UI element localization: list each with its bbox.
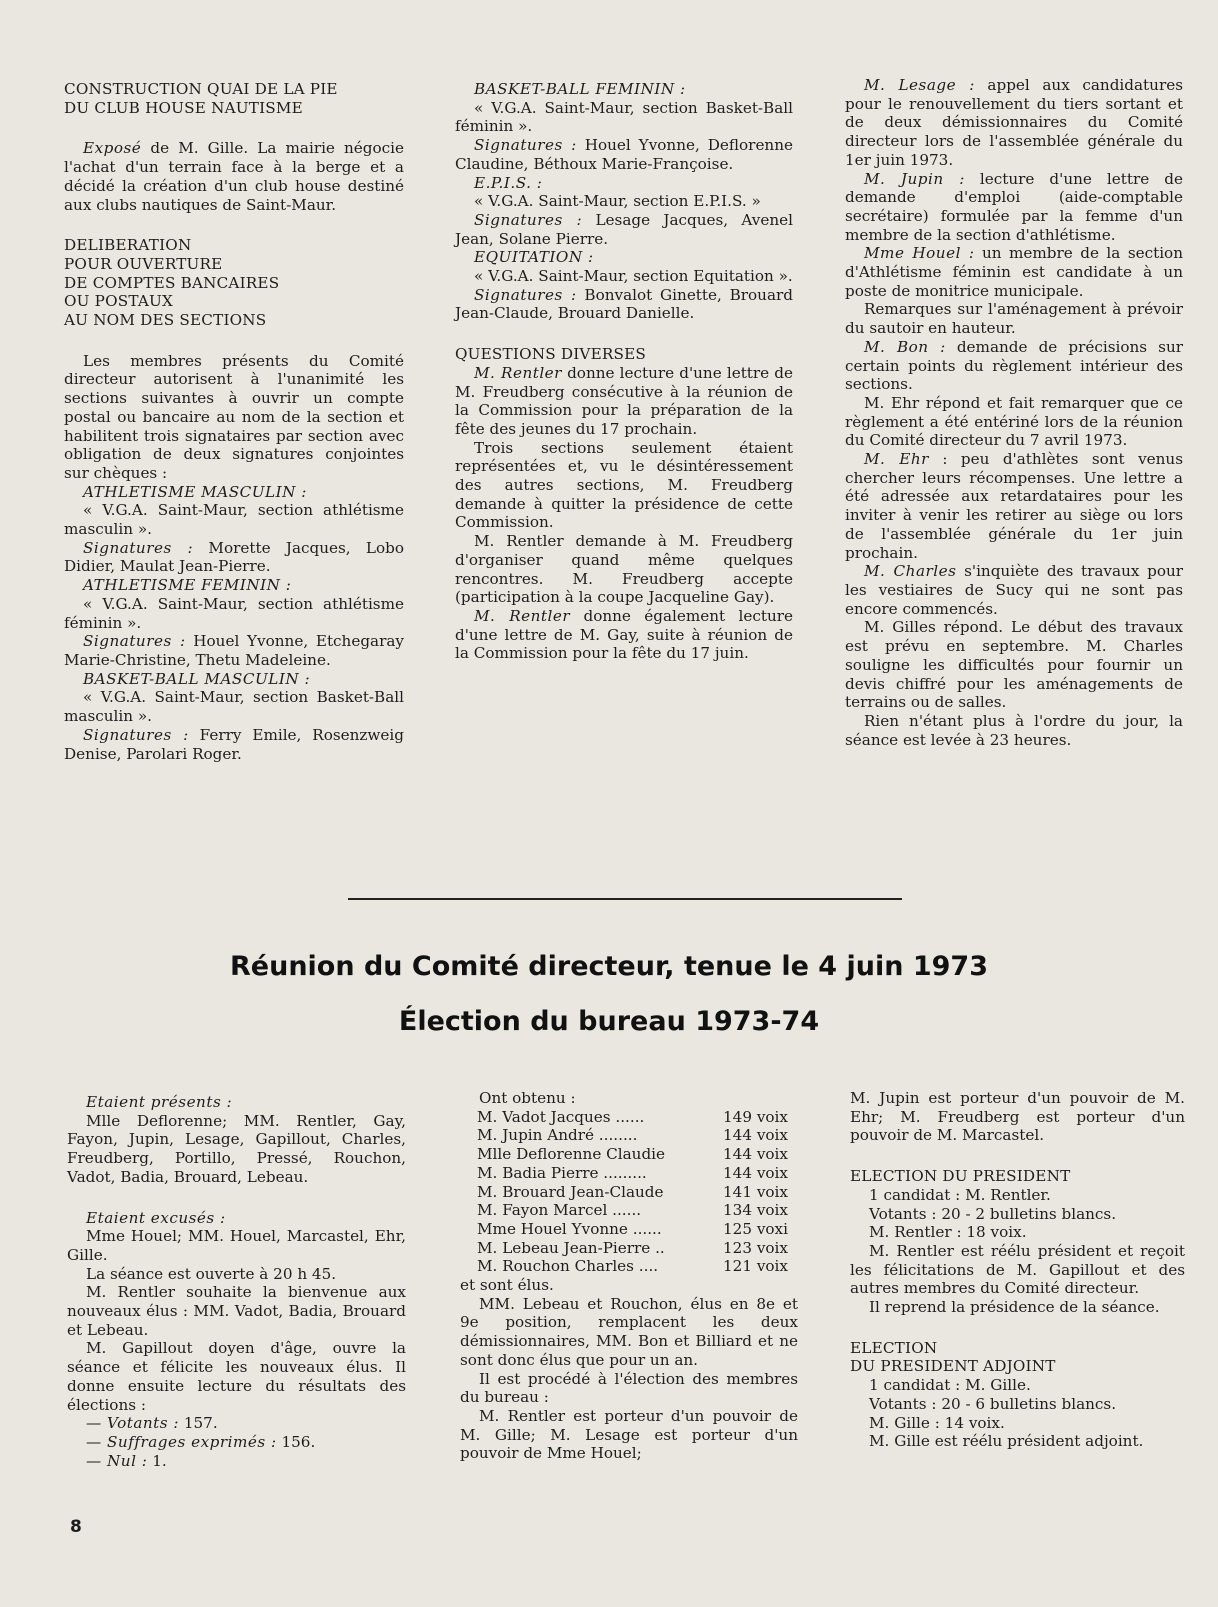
top-column-2 xyxy=(455,80,793,663)
paragraph xyxy=(67,1227,406,1264)
paragraph xyxy=(64,352,404,483)
speaker-name: Exposé xyxy=(83,139,142,158)
paragraph-text: Mme Houel; MM. Houel, Marcastel, Ehr, Gille. xyxy=(67,1227,406,1264)
bottom-column-3 xyxy=(850,1089,1185,1451)
paragraph xyxy=(67,1265,406,1284)
paragraph xyxy=(64,139,404,214)
candidate-name: M. Fayon Marcel ...... xyxy=(477,1201,642,1220)
paragraph-text: M. Rentler est réélu président et reçoit les félicitations de M. Gapillout et des autres membres du Comité directeur. xyxy=(850,1241,1185,1298)
vote-count: 125 voxi xyxy=(723,1219,788,1238)
result-line xyxy=(67,1452,406,1471)
candidate-name: M. Vadot Jacques ...... xyxy=(477,1107,645,1126)
paragraph-text: M. Rentler : 18 voix. xyxy=(869,1223,1027,1242)
section-label: Etaient excusés : xyxy=(86,1208,226,1227)
paragraph-text: Mlle Deflorenne; MM. Rentler, Gay, Fayon, Jupin, Lesage, Gapillout, Charles, Freudberg, Portillo, Pressé, Rouchon, Vadot, Badia, Brouard, Lebeau. xyxy=(67,1111,406,1186)
paragraph-text: M. Gapillout doyen d'âge, ouvre la séance et félicite les nouveaux élus. Il donne ensuite lecture du résultats des élections : xyxy=(67,1339,406,1414)
paragraph-text: M. Rentler demande à M. Freudberg d'organiser quand même quelques rencontres. M. Freudberg accepte (participation à la coupe Jacqueline Gay). xyxy=(455,532,793,607)
result-line xyxy=(67,1414,406,1433)
paragraph xyxy=(850,1186,1185,1205)
bottom-column-2 xyxy=(460,1089,798,1463)
section-divider xyxy=(348,898,902,900)
paragraph xyxy=(845,244,1183,300)
paragraph xyxy=(455,364,793,439)
paragraph xyxy=(850,1242,1185,1298)
paragraph-text: M. Gille : 14 voix. xyxy=(869,1413,1005,1432)
paragraph-text: « V.G.A. Saint-Maur, section Basket-Ball féminin ». xyxy=(455,98,793,136)
paragraph-text: donne également lecture d'une lettre de M. Gay, suite à réunion de la Commission pour la fête du 17 juin. xyxy=(455,606,793,663)
speaker-name: M. Jupin : xyxy=(864,169,965,188)
signatures-line xyxy=(455,286,793,323)
paragraph xyxy=(455,192,793,211)
paragraph xyxy=(67,1283,406,1339)
signatures-names: Ferry Emile, Rosenzweig Denise, Parolari Roger. xyxy=(64,725,404,763)
heading-line: ELECTION DU PRESIDENT xyxy=(850,1167,1071,1186)
paragraph xyxy=(845,394,1183,450)
vote-row xyxy=(477,1145,788,1164)
paragraph-text: M. Jupin est porteur d'un pouvoir de M. Ehr; M. Freudberg est porteur d'un pouvoir de M. Marcastel. xyxy=(850,1089,1185,1145)
paragraph-text: donne lecture d'une lettre de M. Freudberg consécutive à la réunion de la Commission pour la préparation de la fête des jeunes du 17 prochain. xyxy=(455,363,793,438)
paragraph xyxy=(850,1376,1185,1395)
paragraph xyxy=(845,618,1183,712)
paragraph-text: Les membres présents du Comité directeur autorisent à l'unanimité les sections suivantes à ouvrir un compte postal ou bancaire au nom de la section et habilitent trois signataires par section avec obligation de deux signatures conjointes sur chèques : xyxy=(64,351,404,482)
paragraph-text: un membre de la section d'Athlétisme féminin est candidate à un poste de monitrice municipale. xyxy=(845,244,1183,300)
signatures-names: Morette Jacques, Lobo Didier, Maulat Jean-Pierre. xyxy=(64,538,404,576)
candidate-name: Mme Houel Yvonne ...... xyxy=(477,1219,662,1238)
vote-count: 144 voix xyxy=(723,1163,788,1182)
paragraph-text: M. Gille est réélu président adjoint. xyxy=(869,1432,1144,1451)
paragraph xyxy=(850,1089,1185,1145)
vote-count: 144 voix xyxy=(723,1145,788,1164)
paragraph-text: Remarques sur l'aménagement à prévoir du sautoir en hauteur. xyxy=(845,300,1183,338)
vote-row xyxy=(477,1257,788,1276)
paragraph xyxy=(460,1295,798,1370)
section-label: E.P.I.S. : xyxy=(474,173,543,192)
paragraph xyxy=(850,1298,1185,1317)
signatures-line xyxy=(455,136,793,173)
paragraph xyxy=(850,1205,1185,1224)
signatures-label: Signatures : xyxy=(83,632,186,651)
page-number: 8 xyxy=(70,1517,82,1537)
paragraph xyxy=(845,300,1183,337)
paragraph-text: 1 candidat : M. Rentler. xyxy=(869,1185,1051,1204)
paragraph xyxy=(67,1339,406,1414)
paragraph xyxy=(850,1223,1185,1242)
paragraph-text: de M. Gille. La mairie négocie l'achat d'un terrain face à la berge et a décidé la création d'un club house destiné aux clubs nautiques de Saint-Maur. xyxy=(64,139,404,214)
heading-line: DU CLUB HOUSE NAUTISME xyxy=(64,98,303,117)
speaker-name: Mme Houel : xyxy=(864,244,975,263)
candidate-name: M. Brouard Jean-Claude xyxy=(477,1182,664,1201)
paragraph-text: « V.G.A. Saint-Maur, section E.P.I.S. » xyxy=(474,192,761,211)
paragraph xyxy=(460,1370,798,1407)
speaker-name: M. Bon : xyxy=(864,337,946,356)
candidate-name: Mlle Deflorenne Claudie xyxy=(477,1145,666,1164)
paragraph xyxy=(455,439,793,533)
section-label: ATHLETISME MASCULIN : xyxy=(83,482,307,501)
paragraph-text: Il reprend la présidence de la séance. xyxy=(869,1298,1160,1317)
paragraph xyxy=(845,712,1183,749)
section-label: EQUITATION : xyxy=(474,248,594,267)
speaker-name: M. Charles xyxy=(864,562,957,581)
paragraph-text: Votants : 20 - 2 bulletins blancs. xyxy=(869,1204,1117,1223)
signatures-label: Signatures : xyxy=(83,538,194,557)
paragraph-text: M. Ehr répond et fait remarquer que ce règlement a été entériné lors de la réunion du Comité directeur du 7 avril 1973. xyxy=(845,393,1183,450)
paragraph xyxy=(455,99,793,136)
paragraph-text: M. Gilles répond. Le début des travaux est prévu en septembre. M. Charles souligne les difficultés pour fournir un devis chiffré pour les aménagements de terrains ou de salles. xyxy=(845,618,1183,712)
speaker-name: M. Rentler xyxy=(474,606,571,625)
vote-row xyxy=(477,1126,788,1145)
speaker-name: M. Rentler xyxy=(474,363,562,382)
vote-row xyxy=(477,1164,788,1183)
result-line xyxy=(67,1433,406,1452)
vote-row xyxy=(477,1220,788,1239)
vote-count: 134 voix xyxy=(723,1201,788,1220)
paragraph-text: demande de précisions sur certain points du règlement intérieur des sections. xyxy=(845,337,1183,394)
heading-line: POUR OUVERTURE xyxy=(64,254,223,273)
section-heading xyxy=(850,1167,1185,1186)
paragraph xyxy=(455,267,793,286)
paragraph-text: « V.G.A. Saint-Maur, section athlétisme féminin ». xyxy=(64,594,404,632)
heading-line: AU NOM DES SECTIONS xyxy=(64,311,267,330)
vote-row xyxy=(477,1108,788,1127)
signatures-line xyxy=(64,539,404,576)
heading-line: QUESTIONS DIVERSES xyxy=(455,345,647,364)
candidate-name: M. Badia Pierre ......... xyxy=(477,1163,647,1182)
vote-count: 144 voix xyxy=(723,1126,788,1145)
signatures-label: Signatures : xyxy=(83,725,189,744)
paragraph-text: Il est procédé à l'élection des membres du bureau : xyxy=(460,1369,798,1407)
signatures-line xyxy=(64,726,404,763)
paragraph-text: M. Rentler est porteur d'un pouvoir de M. Gille; M. Lesage est porteur d'un pouvoir de Mme Houel; xyxy=(460,1406,798,1463)
section-heading xyxy=(64,236,404,330)
paragraph-text: 1 candidat : M. Gille. xyxy=(869,1376,1031,1395)
vote-count: 121 voix xyxy=(723,1257,788,1276)
heading-line: OU POSTAUX xyxy=(64,292,174,311)
speaker-name: M. Lesage : xyxy=(864,76,975,94)
section-heading xyxy=(850,1339,1185,1376)
signatures-names: Bonvalot Ginette, Brouard Jean-Claude, Brouard Danielle. xyxy=(455,285,793,323)
result-value: 156. xyxy=(276,1432,316,1451)
paragraph-text: lecture d'une lettre de demande d'emploi (aide-comptable secrétaire) formulée par la femme d'un membre de la section d'athlétisme. xyxy=(845,169,1183,244)
result-value: 1. xyxy=(147,1451,167,1470)
paragraph-text: appel aux candidatures pour le renouvellement du tiers sortant et de deux démissionnaires du Comité directeur lors de l'assemblée générale du 1er juin 1973. xyxy=(845,76,1183,169)
bottom-column-1 xyxy=(67,1093,406,1470)
paragraph xyxy=(460,1407,798,1463)
signatures-label: Signatures : xyxy=(474,285,577,304)
signatures-names: Houel Yvonne, Deflorenne Claudine, Béthoux Marie-Françoise. xyxy=(455,136,793,173)
paragraph-text: Votants : 20 - 6 bulletins blancs. xyxy=(869,1394,1117,1413)
vote-count: 149 voix xyxy=(723,1107,788,1126)
paragraph xyxy=(845,450,1183,562)
paragraph-text: s'inquiète des travaux pour les vestiaires de Sucy qui ne sont pas encore commencés. xyxy=(845,562,1184,618)
speaker-name: M. Ehr xyxy=(864,450,929,469)
candidate-name: M. Rouchon Charles .... xyxy=(477,1257,659,1276)
result-label: — Votants : xyxy=(86,1414,180,1433)
paragraph xyxy=(850,1395,1185,1414)
result-label: — Nul : xyxy=(86,1451,148,1470)
result-label: — Suffrages exprimés : xyxy=(86,1432,277,1451)
vote-count: 141 voix xyxy=(723,1182,788,1201)
signatures-line xyxy=(64,632,404,669)
signatures-line xyxy=(455,211,793,248)
paragraph xyxy=(460,1276,798,1295)
paragraph xyxy=(845,562,1183,618)
paragraph-text: « V.G.A. Saint-Maur, section Equitation ». xyxy=(474,267,793,286)
paragraph-text: M. Rentler souhaite la bienvenue aux nouveaux élus : MM. Vadot, Badia, Brouard et Lebeau. xyxy=(67,1283,406,1339)
candidate-name: M. Lebeau Jean-Pierre .. xyxy=(477,1238,665,1257)
paragraph xyxy=(850,1414,1185,1433)
section-label: BASKET-BALL FEMININ : xyxy=(474,80,686,98)
paragraph-text: MM. Lebeau et Rouchon, élus en 8e et 9e position, remplacent les deux démissionnaires, MM. Bon et Billiard et ne sont donc élus que pour un an. xyxy=(460,1294,798,1369)
heading-line: ELECTION xyxy=(850,1338,938,1357)
paragraph-text: : peu d'athlètes sont venus chercher leurs récompenses. Une lettre a été adressée aux retardataires pour les inviter à venir les retirer au siège ou lors de l'assemblée générale du 1er juin prochain. xyxy=(845,450,1183,562)
paragraph xyxy=(845,170,1183,245)
paragraph xyxy=(845,338,1183,394)
paragraph xyxy=(455,532,793,607)
vote-row xyxy=(477,1239,788,1258)
candidate-name: M. Jupin André ........ xyxy=(477,1126,638,1145)
top-column-3 xyxy=(845,76,1183,749)
paragraph xyxy=(67,1112,406,1187)
section-heading xyxy=(64,80,404,117)
election-title: Élection du bureau 1973-74 xyxy=(398,1006,820,1037)
vote-count: 123 voix xyxy=(723,1238,788,1257)
heading-line: DELIBERATION xyxy=(64,236,192,255)
paragraph-text: « V.G.A. Saint-Maur, section Basket-Ball masculin ». xyxy=(64,688,404,726)
vote-row xyxy=(477,1183,788,1202)
result-value: 157. xyxy=(179,1414,218,1433)
vote-results-table xyxy=(477,1108,788,1276)
top-column-1 xyxy=(64,80,404,763)
paragraph xyxy=(64,595,404,632)
signatures-label: Signatures : xyxy=(474,210,583,229)
vote-row xyxy=(477,1201,788,1220)
paragraph xyxy=(850,1432,1185,1451)
signatures-names: Lesage Jacques, Avenel Jean, Solane Pierre. xyxy=(455,210,793,248)
paragraph-text: La séance est ouverte à 20 h 45. xyxy=(86,1264,337,1283)
paragraph xyxy=(845,76,1183,170)
paragraph-text: Rien n'étant plus à l'ordre du jour, la séance est levée à 23 heures. xyxy=(845,711,1183,749)
signatures-names: Houel Yvonne, Etchegaray Marie-Christine, Thetu Madeleine. xyxy=(64,632,404,669)
meeting-title: Réunion du Comité directeur, tenue le 4 juin 1973 xyxy=(230,951,988,982)
section-label: ATHLETISME FEMININ : xyxy=(83,576,292,595)
paragraph xyxy=(455,607,793,663)
signatures-label: Signatures : xyxy=(474,136,577,155)
section-heading xyxy=(455,345,793,364)
heading-line: CONSTRUCTION QUAI DE LA PIE xyxy=(64,80,338,98)
votes-intro: Ont obtenu : xyxy=(479,1089,576,1107)
paragraph xyxy=(64,688,404,725)
section-label: BASKET-BALL MASCULIN : xyxy=(83,669,311,688)
paragraph xyxy=(64,501,404,538)
paragraph-text: « V.G.A. Saint-Maur, section athlétisme masculin ». xyxy=(64,501,404,539)
section-label: Etaient présents : xyxy=(86,1093,233,1111)
heading-line: DU PRESIDENT ADJOINT xyxy=(850,1357,1056,1376)
paragraph-text: Trois sections seulement étaient représentées et, vu le désintéressement des autres sections, M. Freudberg demande à quitter la présidence de cette Commission. xyxy=(455,438,793,532)
paragraph-text: et sont élus. xyxy=(460,1276,554,1295)
heading-line: DE COMPTES BANCAIRES xyxy=(64,273,280,292)
